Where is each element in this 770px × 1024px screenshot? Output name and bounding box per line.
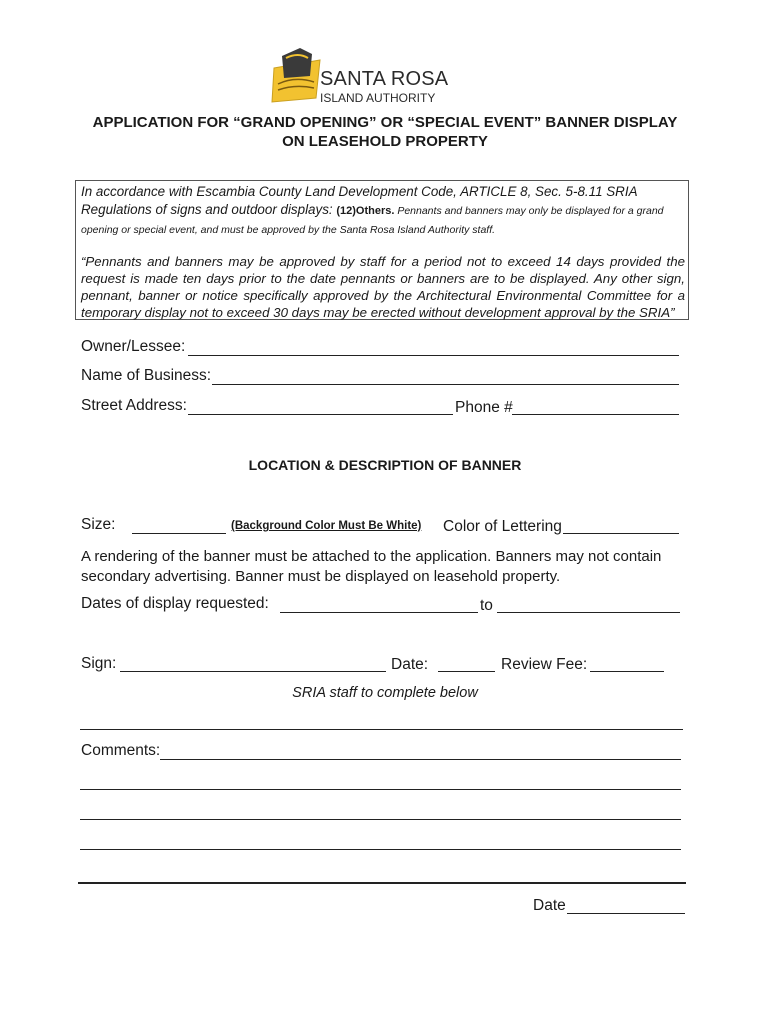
address-label: Street Address: (81, 397, 187, 414)
section-heading: LOCATION & DESCRIPTION OF BANNER (248, 457, 522, 473)
staff-note: SRIA staff to complete below (292, 685, 478, 701)
background-color-note: (Background Color Must Be White) (231, 520, 422, 532)
org-subname: ISLAND AUTHORITY (320, 91, 436, 105)
date-from-field[interactable] (280, 612, 478, 613)
owner-field[interactable] (188, 355, 679, 356)
sign-date-label: Date: (391, 656, 429, 673)
lettering-color-label: Color of Lettering (443, 518, 562, 535)
address-field[interactable] (188, 414, 453, 415)
staff-divider (80, 729, 683, 730)
review-fee-label: Review Fee: (501, 656, 588, 673)
sign-field[interactable] (120, 671, 386, 672)
bottom-divider (78, 882, 686, 884)
regulation-quote-text: “Pennants and banners may be approved by staff for a period not to exceed 14 days provided the request is made ten days prior to the date pennants or banners are to be displayed. Any other sign, pennant, banner or notice specifically approved by the Architectural Environmental Committee for a temporary display not to exceed 30 days may be erected without development approval by the SRIA” (81, 254, 685, 320)
form-title-line1: APPLICATION FOR “GRAND OPENING” OR “SPECIAL EVENT” BANNER DISPLAY (92, 114, 678, 131)
dates-to-label: to (480, 597, 493, 614)
dates-label: Dates of display requested: (81, 595, 269, 612)
comments-line-3[interactable] (80, 819, 681, 820)
phone-field[interactable] (512, 414, 679, 415)
comments-field[interactable] (160, 759, 681, 760)
org-name: SANTA ROSA (320, 68, 449, 90)
business-field[interactable] (212, 384, 679, 385)
staff-date-field[interactable] (567, 913, 685, 914)
lettering-color-field[interactable] (563, 533, 679, 534)
owner-label: Owner/Lessee: (81, 338, 186, 355)
notice-intro: In accordance with Escambia County Land Development Code, ARTICLE 8, Sec. 5-8.11 SRIA Regulations of signs and outdoor displays: (81, 184, 637, 217)
phone-label: Phone # (455, 399, 513, 416)
business-label: Name of Business: (81, 367, 212, 384)
notice-tail: Pennants and banners may only be displayed for a grand opening or special event, and must be approved by the Santa Rosa Island Authority staff. (81, 205, 664, 236)
review-fee-field[interactable] (590, 671, 664, 672)
form-title-line2: ON LEASEHOLD PROPERTY (282, 133, 488, 150)
regulation-notice-text (81, 183, 685, 239)
size-label: Size: (81, 516, 116, 533)
date-to-field[interactable] (497, 612, 680, 613)
comments-line-4[interactable] (80, 849, 681, 850)
comments-label: Comments: (81, 742, 161, 759)
sign-date-field[interactable] (438, 671, 495, 672)
rendering-note: A rendering of the banner must be attached to the application. Banners may not contain secondary advertising. Banner must be displayed on leasehold property. (81, 548, 662, 585)
notice-bold: (12)Others. (336, 205, 395, 217)
sign-label: Sign: (81, 655, 117, 672)
comments-line-2[interactable] (80, 789, 681, 790)
size-field[interactable] (132, 533, 226, 534)
staff-date-label: Date (533, 897, 566, 914)
